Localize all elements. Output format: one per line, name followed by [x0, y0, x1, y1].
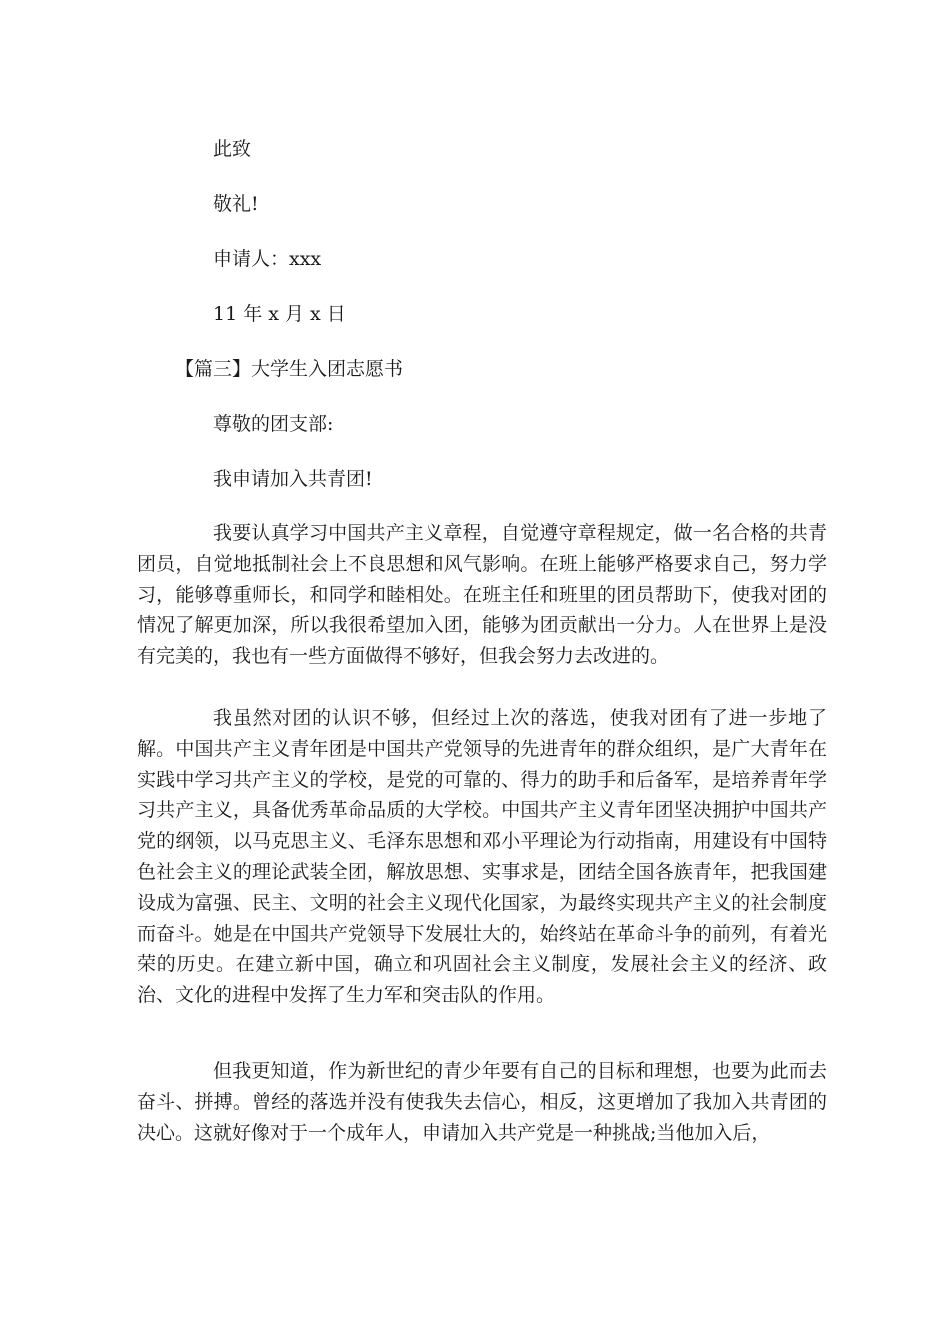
applicant-signature: 申请人：xxx — [213, 248, 322, 270]
body-paragraph-3: 但我更知道，作为新世纪的青少年要有自己的目标和理想，也要为此而去奋斗、拼搏。曾经的落选并没有使我失去信心，相反，这更增加了我加入共青团的决心。这就好像对于一个成年人，申请加入共产党是一种挑战;当他加入后， — [137, 1060, 827, 1144]
letter-date: 11 年 x 月 x 日 — [213, 303, 346, 325]
letter-addressee: 尊敬的团支部: — [213, 413, 334, 435]
body-paragraph-2: 我虽然对团的认识不够，但经过上次的落选，使我对团有了进一步地了解。中国共产主义青年团是中国共产党领导的先进青年的群众组织，是广大青年在实践中学习共产主义的学校，是党的可靠的、得力的助手和后备军，是培养青年学习共产主义，具备优秀革命品质的大学校。中国共产主义青年团坚决拥护中国共产党的纲领，以马克思主义、毛泽东思想和邓小平理论为行动指南，用建设有中国特色社会主义的理论武装全团，解放思想、实事求是，团结全国各族青年，把我国建设成为富强、民主、文明的社会主义现代化国家，为最终实现共产主义的社会制度而奋斗。她是在中国共产党领导下发展壮大的，始终站在革命斗争的前列，有着光荣的历史。在建立新中国，确立和巩固社会主义制度，发展社会主义的经济、政治、文化的进程中发挥了生力军和突击队的作用。 — [137, 707, 827, 1007]
closing-respect: 敬礼! — [213, 193, 259, 215]
section-heading: 【篇三】大学生入团志愿书 — [175, 358, 404, 380]
letter-opening: 我申请加入共青团! — [213, 468, 373, 490]
body-paragraph-1: 我要认真学习中国共产主义章程，自觉遵守章程规定，做一名合格的共青团员，自觉地抵制社会上不良思想和风气影响。在班上能够严格要求自己，努力学习，能够尊重师长，和同学和睦相处。在班主任和班里的团员帮助下，使我对团的情况了解更加深，所以我很希望加入团，能够为团贡献出一分力。人在世界上是没有完美的，我也有一些方面做得不够好，但我会努力去改进的。 — [137, 522, 827, 668]
closing-salutation: 此致 — [213, 138, 252, 160]
